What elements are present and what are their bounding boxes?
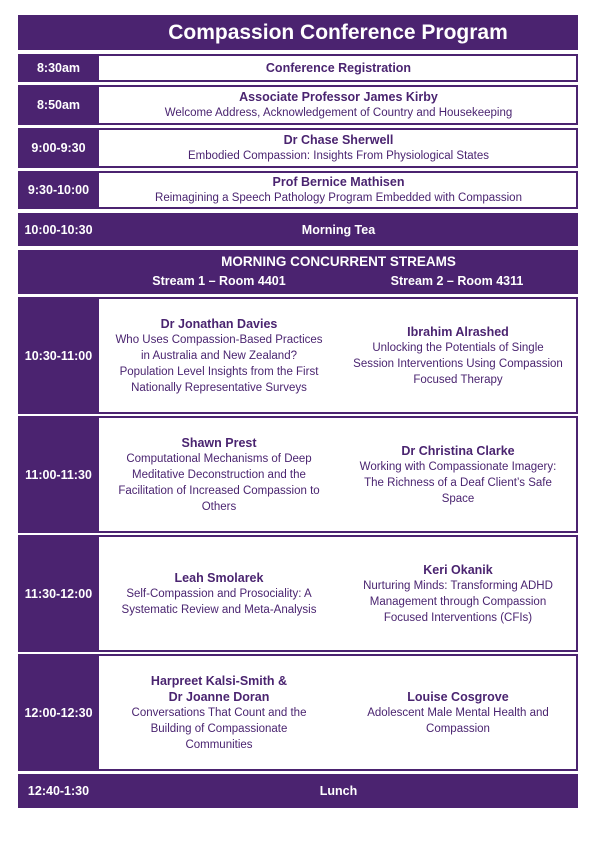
stream-2-heading: Stream 2 – Room 4311 (390, 274, 524, 288)
talk-title-line: Management through Compassion (369, 595, 547, 608)
morning-tea-time: 10:00-10:30 (24, 222, 93, 237)
talk-title-line: Nationally Representative Surveys (131, 381, 307, 394)
talk-title-line: Who Uses Compassion-Based Practices (115, 333, 323, 346)
talk-title-line: Self-Compassion and Prosociality: A (126, 587, 312, 600)
speaker-name: Leah Smolarek (174, 570, 264, 585)
streams-title: MORNING CONCURRENT STREAMS (221, 254, 456, 269)
speaker-name: Harpreet Kalsi-Smith & (150, 673, 288, 688)
talk-title-line: Focused Interventions (CFIs) (383, 611, 533, 624)
speaker-name: Prof Bernice Mathisen (272, 175, 405, 189)
time-cell: 9:00-9:30 (18, 128, 99, 168)
talk-title-line: in Australia and New Zealand? (141, 349, 297, 362)
talk-title: Welcome Address, Acknowledgement of Country and Housekeeping (164, 107, 513, 119)
talk-title-line: The Richness of a Deaf Client’s Safe (364, 476, 552, 489)
talk-title-line: Building of Compassionate (150, 722, 288, 735)
lunch-label: Lunch (319, 784, 358, 798)
event-cell (99, 128, 578, 168)
talk-title-line: Facilitation of Increased Compassion to (118, 484, 320, 497)
time-cell: 11:00-11:30 (18, 416, 99, 533)
stream-1-session (102, 297, 336, 414)
talk-title-line: Communities (185, 738, 253, 751)
lunch-time: 12:40-1:30 (27, 784, 90, 798)
event-cell (99, 85, 578, 125)
event-cell (99, 54, 578, 82)
speaker-name: Louise Cosgrove (407, 689, 509, 704)
stream-2-session (340, 416, 576, 533)
speaker-name: Dr Chase Sherwell (283, 133, 394, 147)
time-cell: 8:50am (18, 85, 99, 125)
event-cell (99, 171, 578, 209)
speaker-name: Shawn Prest (181, 435, 257, 450)
talk-title: Reimagining a Speech Pathology Program Embedded with Compassion (155, 192, 522, 204)
speaker-name: Keri Okanik (423, 562, 493, 577)
talk-title-line: Systematic Review and Meta-Analysis (121, 603, 317, 616)
speaker-name: Dr Jonathan Davies (160, 316, 278, 331)
event-title: Conference Registration (265, 61, 412, 75)
talk-title-line: Session Interventions Using Compassion (353, 357, 563, 370)
talk-title-line: Focused Therapy (413, 373, 503, 386)
time-cell: 9:30-10:00 (18, 171, 99, 209)
stream-1-session (102, 416, 336, 533)
speaker-name: Dr Christina Clarke (401, 443, 515, 458)
stream-2-session (340, 297, 576, 414)
talk-title: Embodied Compassion: Insights From Physiological States (187, 150, 490, 162)
talk-title-line: Meditative Deconstruction and the (132, 468, 306, 481)
talk-title-line: Space (441, 492, 475, 505)
talk-title-line: Computational Mechanisms of Deep (126, 452, 312, 465)
talk-title-line: Population Level Insights from the First (119, 365, 319, 378)
talk-title-line: Working with Compassionate Imagery: (359, 460, 557, 473)
talk-title-line: Unlocking the Potentials of Single (372, 341, 544, 354)
page-title (18, 15, 578, 50)
talk-title-line: Others (201, 500, 237, 513)
speaker-name: Ibrahim Alrashed (407, 324, 509, 339)
stream-1-session (102, 654, 336, 771)
stream-1-session (102, 535, 336, 652)
stream-1-heading: Stream 1 – Room 4401 (152, 274, 286, 288)
time-cell: 10:30-11:00 (18, 297, 99, 414)
time-cell: 12:00-12:30 (18, 654, 99, 771)
stream-2-session (340, 654, 576, 771)
time-cell: 8:30am (18, 54, 99, 82)
speaker-name: Dr Joanne Doran (168, 689, 270, 704)
stream-2-session (340, 535, 576, 652)
talk-title-line: Adolescent Male Mental Health and (367, 706, 549, 719)
morning-tea-label: Morning Tea (301, 222, 376, 237)
time-cell: 11:30-12:00 (18, 535, 99, 652)
talk-title-line: Nurturing Minds: Transforming ADHD (363, 579, 553, 592)
page-title-text: Compassion Conference Program (168, 20, 508, 44)
talk-title-line: Conversations That Count and the (131, 706, 307, 719)
talk-title-line: Compassion (426, 722, 490, 735)
speaker-name: Associate Professor James Kirby (239, 90, 438, 104)
